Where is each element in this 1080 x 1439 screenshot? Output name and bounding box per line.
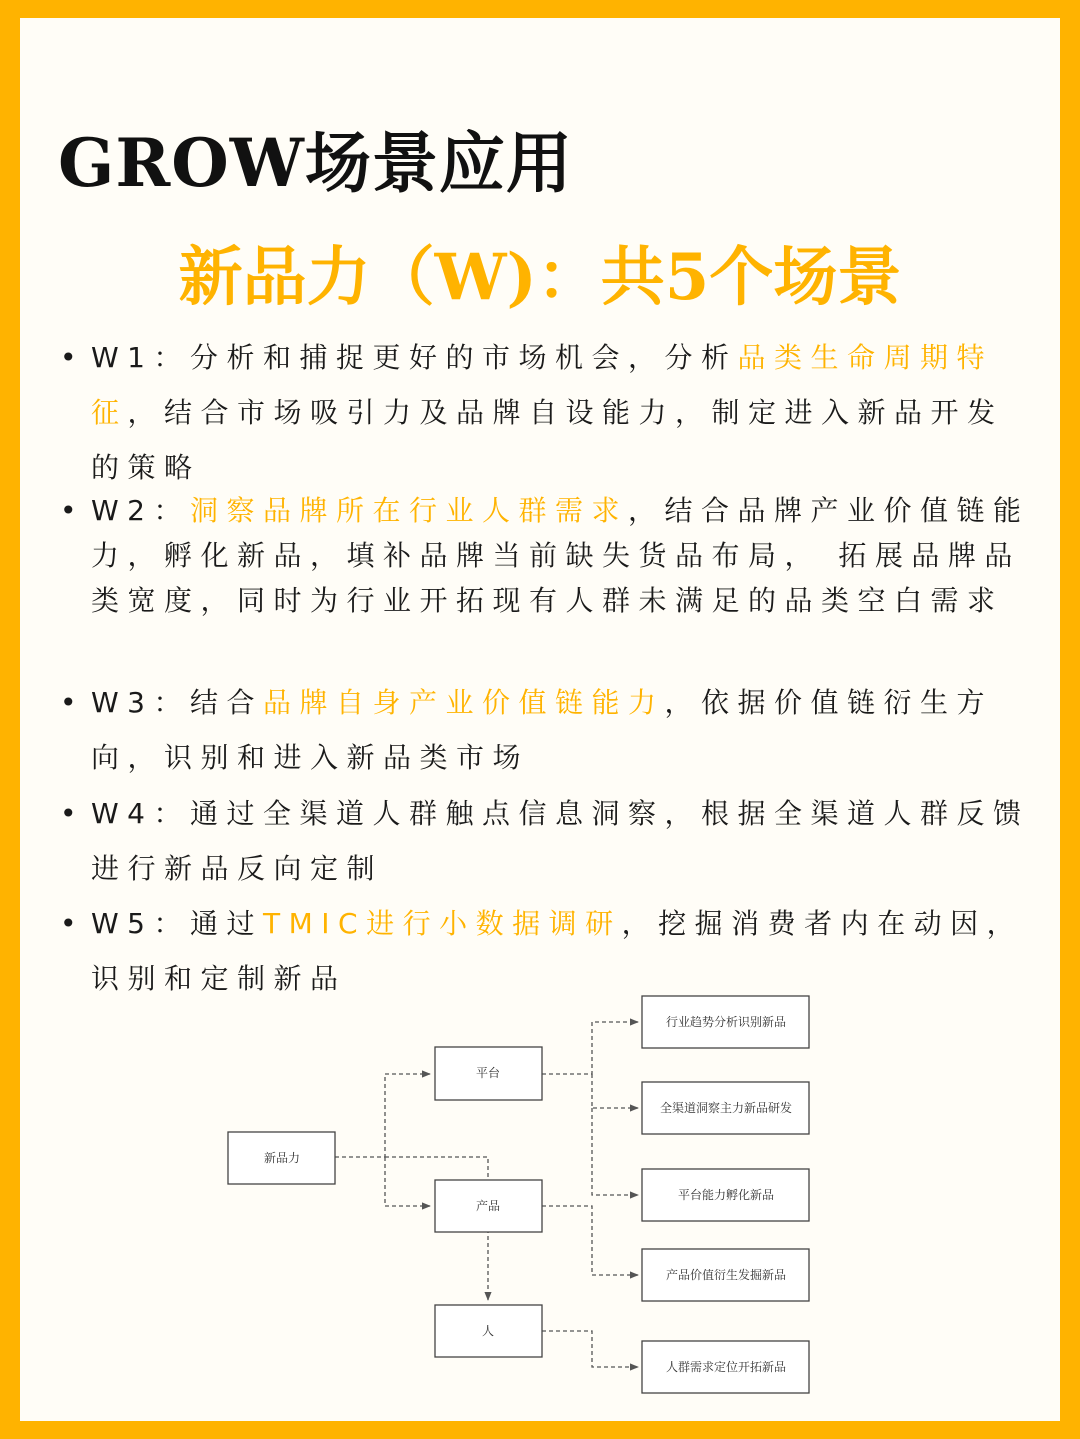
scenario-pre: 通过	[190, 907, 264, 940]
bullet: •	[60, 907, 86, 940]
bullet: •	[60, 797, 86, 830]
node-leaf-5-label: 人群需求定位开拓新品	[665, 1360, 787, 1374]
scenario-post: ，结合品牌产业价值链能力，孵化新品，填补品牌当前缺失货品布局， 拓展品牌品类宽度，同时为行业开拓现有人群未满足的品类空白需求	[91, 494, 1030, 617]
connector-root-platform	[335, 1074, 430, 1157]
scenario-highlight: 品牌自身产业价值链能力	[263, 686, 665, 719]
bullet: •	[60, 686, 86, 719]
bullet: •	[60, 494, 86, 527]
page-card	[20, 18, 1060, 1421]
node-people-label: 人	[481, 1324, 495, 1338]
scenario-label: W4：	[91, 797, 191, 830]
scenario-pre: 结合	[190, 686, 264, 719]
node-platform-label: 平台	[475, 1066, 501, 1080]
scenario-highlight: 洞察品牌所在行业人群需求	[190, 494, 629, 527]
node-leaf-4-label: 产品价值衍生发掘新品	[665, 1268, 787, 1282]
connector-platform-leaf3	[592, 1108, 638, 1195]
connector-platform-leaf2	[592, 1074, 638, 1108]
scenario-highlight: 品类生命周期特征	[91, 341, 994, 429]
flow-diagram	[20, 18, 1060, 1421]
page-title: GROW场景应用	[58, 124, 573, 202]
connector-product-leaf4	[542, 1206, 638, 1275]
connector-people-leaf5	[542, 1331, 638, 1367]
node-leaf-3-label: 平台能力孵化新品	[677, 1188, 775, 1202]
scenario-post: ，挖掘消费者内在动因，识别和定制新品	[91, 907, 1024, 995]
page-subtitle: 新品力（W)：共5个场景	[178, 240, 902, 315]
connector-root-product	[385, 1157, 430, 1206]
bullet: •	[60, 341, 86, 374]
scenario-pre: 通过全渠道人群触点信息洞察，根据全渠道人群反馈进行新品反向定制	[91, 797, 1030, 885]
node-leaf-1-label: 行业趋势分析识别新品	[665, 1015, 787, 1029]
scenario-post: ，结合市场吸引力及品牌自设能力，制定进入新品开发的策略	[91, 396, 1004, 484]
scenario-label: W1：	[91, 341, 191, 374]
node-leaf-2-label: 全渠道洞察主力新品研发	[659, 1101, 793, 1115]
scenario-label: W5：	[91, 907, 191, 940]
scenario-label: W3：	[91, 686, 191, 719]
node-product-label: 产品	[475, 1199, 501, 1213]
scenario-post: ，依据价值链衍生方向，识别和进入新品类市场	[91, 686, 994, 774]
node-root-label: 新品力	[263, 1151, 301, 1165]
scenario-pre: 分析和捕捉更好的市场机会，分析	[190, 341, 738, 374]
scenario-label: W2：	[91, 494, 191, 527]
scenario-highlight: TMIC进行小数据调研	[263, 907, 622, 940]
connector-platform-leaf1	[542, 1022, 638, 1074]
